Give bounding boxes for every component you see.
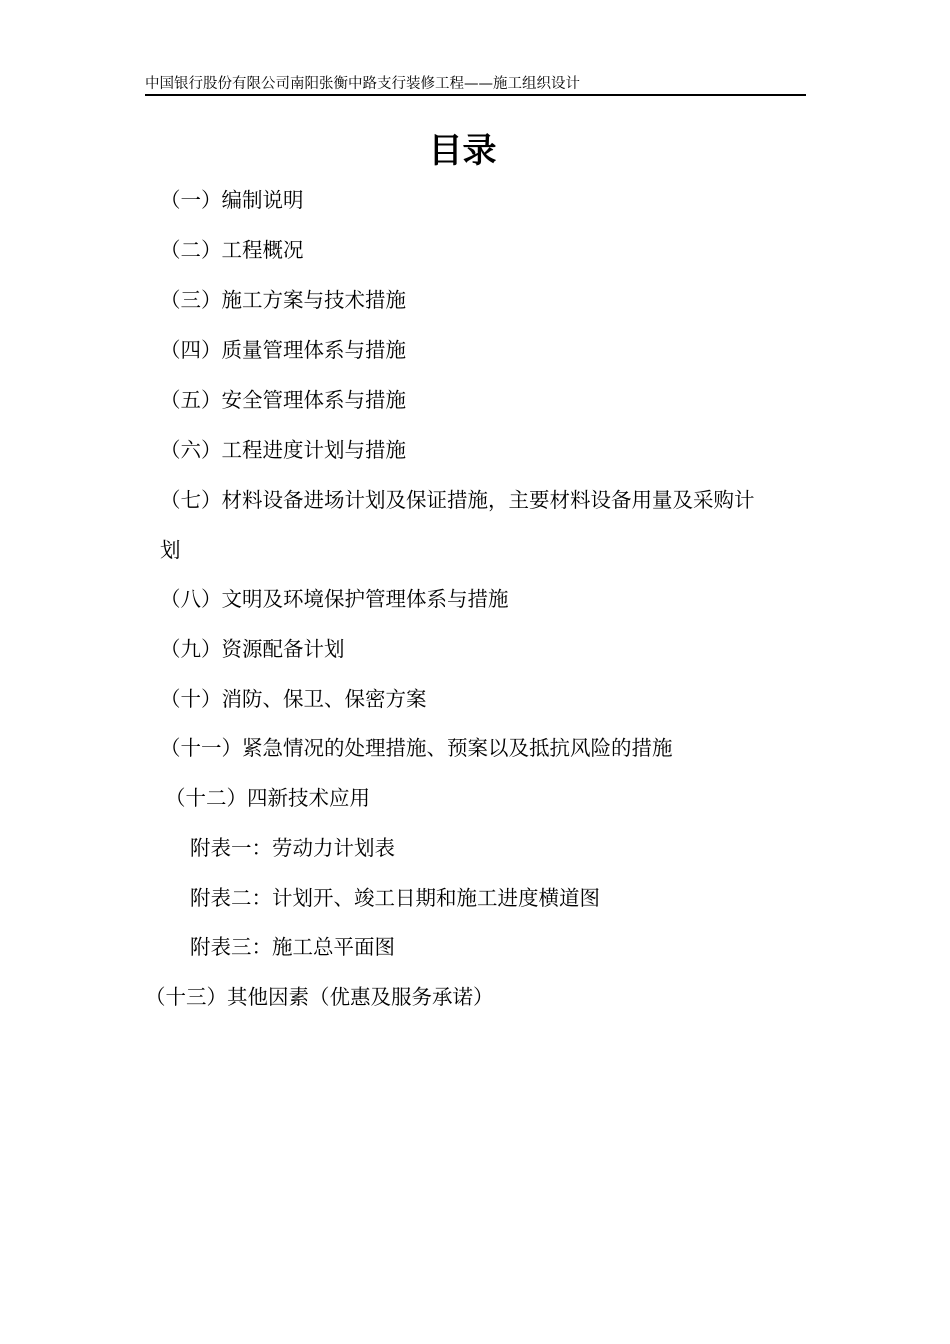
appendix-item-2: 附表二：计划开、竣工日期和施工进度横道图 — [190, 886, 600, 910]
toc-item-6: （六）工程进度计划与措施 — [160, 438, 406, 462]
toc-item-4: （四）质量管理体系与措施 — [160, 338, 406, 362]
appendix-item-1: 附表一：劳动力计划表 — [190, 836, 395, 860]
toc-item-11: （十一）紧急情况的处理措施、预案以及抵抗风险的措施 — [160, 736, 673, 760]
toc-item-7: （七）材料设备进场计划及保证措施，主要材料设备用量及采购计 — [160, 488, 755, 512]
appendix-item-3: 附表三：施工总平面图 — [190, 935, 395, 959]
toc-item-7-continued: 划 — [160, 538, 181, 562]
toc-item-8: （八）文明及环境保护管理体系与措施 — [160, 587, 509, 611]
toc-item-2: （二）工程概况 — [160, 238, 304, 262]
page-title: 目录 — [428, 131, 497, 171]
toc-item-9: （九）资源配备计划 — [160, 637, 345, 661]
toc-item-3: （三）施工方案与技术措施 — [160, 288, 406, 312]
toc-item-10: （十）消防、保卫、保密方案 — [160, 687, 427, 711]
toc-item-1: （一）编制说明 — [160, 188, 304, 212]
toc-item-5: （五）安全管理体系与措施 — [160, 388, 406, 412]
toc-item-12: （十二）四新技术应用 — [165, 786, 370, 810]
toc-item-13: （十三）其他因素（优惠及服务承诺） — [145, 985, 494, 1009]
page-header: 中国银行股份有限公司南阳张衡中路支行装修工程——施工组织设计 — [145, 74, 806, 96]
